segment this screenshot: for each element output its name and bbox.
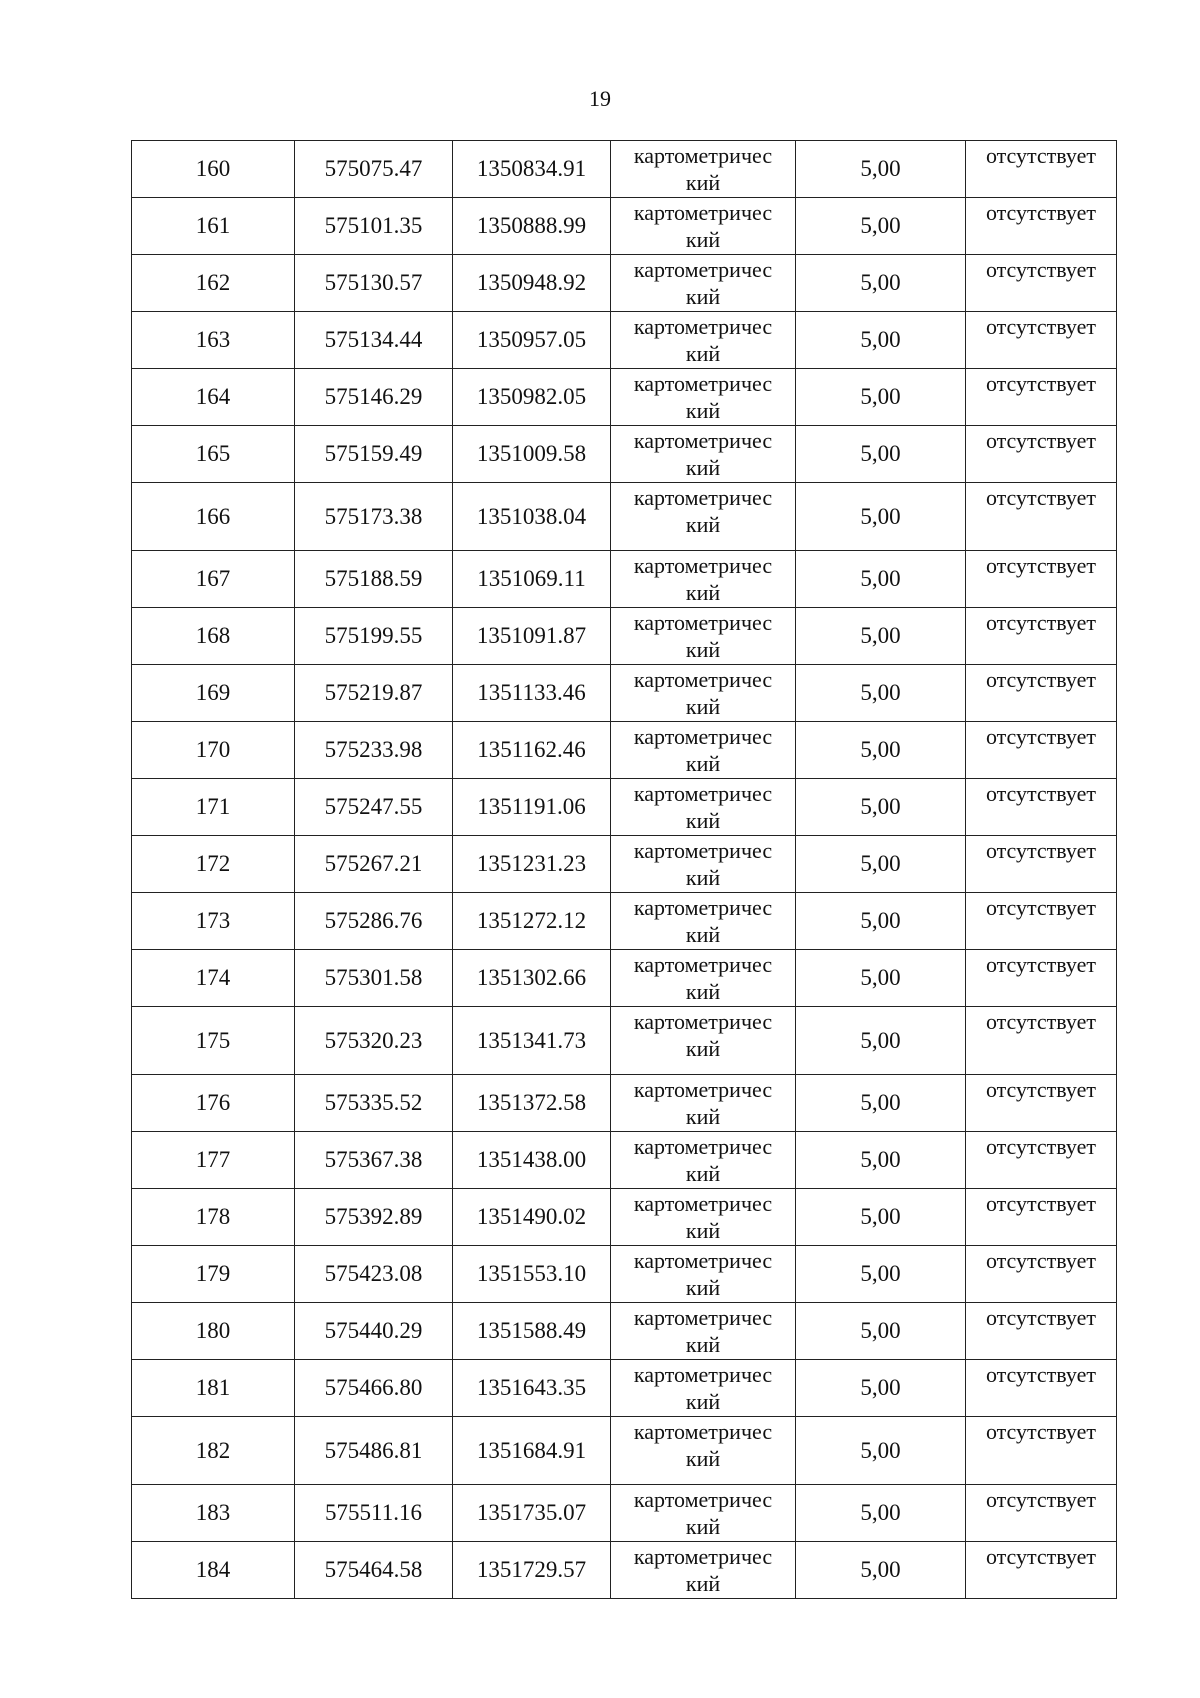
method-text-line2: кий <box>685 1571 721 1596</box>
status-cell: отсутствует <box>966 141 1117 198</box>
table-row <box>132 779 1117 836</box>
y-coordinate-cell: 1351735.07 <box>453 1485 611 1542</box>
method-cell <box>611 1485 796 1542</box>
status-cell: отсутствует <box>966 893 1117 950</box>
coordinates-table <box>131 140 1117 1599</box>
accuracy-cell: 5,00 <box>796 1485 966 1542</box>
point-number-cell: 174 <box>132 950 295 1007</box>
method-text-line1: картометричес <box>633 314 773 339</box>
accuracy-cell: 5,00 <box>796 198 966 255</box>
point-number-cell: 166 <box>132 483 295 551</box>
status-cell: отсутствует <box>966 1417 1117 1485</box>
y-coordinate-cell: 1350948.92 <box>453 255 611 312</box>
method-cell <box>611 893 796 950</box>
method-cell <box>611 1246 796 1303</box>
method-text-line2: кий <box>685 284 721 309</box>
method-cell <box>611 141 796 198</box>
table-row <box>132 1189 1117 1246</box>
method-cell <box>611 665 796 722</box>
method-text-line2: кий <box>685 455 721 480</box>
point-number-cell: 167 <box>132 551 295 608</box>
y-coordinate-cell: 1351038.04 <box>453 483 611 551</box>
table-row <box>132 1360 1117 1417</box>
point-number-cell: 165 <box>132 426 295 483</box>
method-text-line1: картометричес <box>633 667 773 692</box>
point-number-cell: 161 <box>132 198 295 255</box>
method-text-line1: картометричес <box>633 1248 773 1273</box>
table-row <box>132 1485 1117 1542</box>
y-coordinate-cell: 1351162.46 <box>453 722 611 779</box>
x-coordinate-cell: 575440.29 <box>295 1303 453 1360</box>
status-cell: отсутствует <box>966 369 1117 426</box>
accuracy-cell: 5,00 <box>796 1246 966 1303</box>
accuracy-cell: 5,00 <box>796 608 966 665</box>
table-row <box>132 608 1117 665</box>
x-coordinate-cell: 575335.52 <box>295 1075 453 1132</box>
method-text-line1: картометричес <box>633 952 773 977</box>
method-cell <box>611 608 796 665</box>
y-coordinate-cell: 1351438.00 <box>453 1132 611 1189</box>
point-number-cell: 184 <box>132 1542 295 1599</box>
y-coordinate-cell: 1350957.05 <box>453 312 611 369</box>
method-text-line1: картометричес <box>633 1544 773 1569</box>
method-text-line1: картометричес <box>633 485 773 510</box>
method-cell <box>611 1132 796 1189</box>
point-number-cell: 163 <box>132 312 295 369</box>
y-coordinate-cell: 1351372.58 <box>453 1075 611 1132</box>
status-cell: отсутствует <box>966 1007 1117 1075</box>
x-coordinate-cell: 575320.23 <box>295 1007 453 1075</box>
method-cell <box>611 551 796 608</box>
y-coordinate-cell: 1351643.35 <box>453 1360 611 1417</box>
accuracy-cell: 5,00 <box>796 141 966 198</box>
status-cell: отсутствует <box>966 426 1117 483</box>
x-coordinate-cell: 575101.35 <box>295 198 453 255</box>
status-cell: отсутствует <box>966 1360 1117 1417</box>
y-coordinate-cell: 1351341.73 <box>453 1007 611 1075</box>
method-cell <box>611 198 796 255</box>
method-text-line2: кий <box>685 227 721 252</box>
x-coordinate-cell: 575423.08 <box>295 1246 453 1303</box>
x-coordinate-cell: 575219.87 <box>295 665 453 722</box>
x-coordinate-cell: 575466.80 <box>295 1360 453 1417</box>
status-cell: отсутствует <box>966 950 1117 1007</box>
method-text-line2: кий <box>685 808 721 833</box>
accuracy-cell: 5,00 <box>796 1132 966 1189</box>
x-coordinate-cell: 575233.98 <box>295 722 453 779</box>
point-number-cell: 175 <box>132 1007 295 1075</box>
point-number-cell: 170 <box>132 722 295 779</box>
table-row <box>132 255 1117 312</box>
status-cell: отсутствует <box>966 722 1117 779</box>
accuracy-cell: 5,00 <box>796 483 966 551</box>
method-text-line1: картометричес <box>633 610 773 635</box>
y-coordinate-cell: 1351684.91 <box>453 1417 611 1485</box>
method-text-line1: картометричес <box>633 895 773 920</box>
accuracy-cell: 5,00 <box>796 1303 966 1360</box>
point-number-cell: 168 <box>132 608 295 665</box>
y-coordinate-cell: 1351553.10 <box>453 1246 611 1303</box>
x-coordinate-cell: 575486.81 <box>295 1417 453 1485</box>
y-coordinate-cell: 1350834.91 <box>453 141 611 198</box>
status-cell: отсутствует <box>966 1246 1117 1303</box>
point-number-cell: 164 <box>132 369 295 426</box>
table-row <box>132 483 1117 551</box>
method-text-line2: кий <box>685 1161 721 1186</box>
method-cell <box>611 722 796 779</box>
method-cell <box>611 1303 796 1360</box>
point-number-cell: 179 <box>132 1246 295 1303</box>
accuracy-cell: 5,00 <box>796 1542 966 1599</box>
method-text-line2: кий <box>685 1514 721 1539</box>
accuracy-cell: 5,00 <box>796 836 966 893</box>
status-cell: отсутствует <box>966 779 1117 836</box>
method-cell <box>611 1417 796 1485</box>
accuracy-cell: 5,00 <box>796 1417 966 1485</box>
x-coordinate-cell: 575301.58 <box>295 950 453 1007</box>
table-row <box>132 198 1117 255</box>
method-text-line1: картометричес <box>633 371 773 396</box>
x-coordinate-cell: 575286.76 <box>295 893 453 950</box>
table-row <box>132 369 1117 426</box>
x-coordinate-cell: 575146.29 <box>295 369 453 426</box>
method-cell <box>611 1075 796 1132</box>
status-cell: отсутствует <box>966 198 1117 255</box>
status-cell: отсутствует <box>966 312 1117 369</box>
status-cell: отсутствует <box>966 1485 1117 1542</box>
table-row <box>132 1246 1117 1303</box>
y-coordinate-cell: 1351191.06 <box>453 779 611 836</box>
method-text-line2: кий <box>685 1275 721 1300</box>
method-text-line1: картометричес <box>633 781 773 806</box>
x-coordinate-cell: 575247.55 <box>295 779 453 836</box>
method-text-line2: кий <box>685 922 721 947</box>
x-coordinate-cell: 575464.58 <box>295 1542 453 1599</box>
status-cell: отсутствует <box>966 1303 1117 1360</box>
table-row <box>132 722 1117 779</box>
table-row <box>132 1417 1117 1485</box>
accuracy-cell: 5,00 <box>796 893 966 950</box>
method-cell <box>611 483 796 551</box>
status-cell: отсутствует <box>966 1075 1117 1132</box>
table-row <box>132 1132 1117 1189</box>
status-cell: отсутствует <box>966 1542 1117 1599</box>
method-text-line2: кий <box>685 512 721 537</box>
method-text-line2: кий <box>685 637 721 662</box>
method-text-line2: кий <box>685 751 721 776</box>
method-text-line2: кий <box>685 865 721 890</box>
status-cell: отсутствует <box>966 483 1117 551</box>
point-number-cell: 181 <box>132 1360 295 1417</box>
table-row <box>132 1542 1117 1599</box>
point-number-cell: 169 <box>132 665 295 722</box>
accuracy-cell: 5,00 <box>796 1075 966 1132</box>
method-text-line2: кий <box>685 580 721 605</box>
y-coordinate-cell: 1351091.87 <box>453 608 611 665</box>
x-coordinate-cell: 575199.55 <box>295 608 453 665</box>
method-text-line2: кий <box>685 398 721 423</box>
method-text-line1: картометричес <box>633 1134 773 1159</box>
x-coordinate-cell: 575367.38 <box>295 1132 453 1189</box>
accuracy-cell: 5,00 <box>796 551 966 608</box>
status-cell: отсутствует <box>966 1132 1117 1189</box>
method-text-line1: картометричес <box>633 1305 773 1330</box>
point-number-cell: 172 <box>132 836 295 893</box>
method-text-line1: картометричес <box>633 428 773 453</box>
accuracy-cell: 5,00 <box>796 1360 966 1417</box>
point-number-cell: 183 <box>132 1485 295 1542</box>
method-cell <box>611 779 796 836</box>
method-cell <box>611 836 796 893</box>
method-text-line2: кий <box>685 341 721 366</box>
method-text-line2: кий <box>685 694 721 719</box>
point-number-cell: 160 <box>132 141 295 198</box>
accuracy-cell: 5,00 <box>796 779 966 836</box>
method-text-line2: кий <box>685 1104 721 1129</box>
method-text-line2: кий <box>685 1036 721 1061</box>
table-row <box>132 426 1117 483</box>
x-coordinate-cell: 575267.21 <box>295 836 453 893</box>
x-coordinate-cell: 575173.38 <box>295 483 453 551</box>
accuracy-cell: 5,00 <box>796 1007 966 1075</box>
status-cell: отсутствует <box>966 608 1117 665</box>
x-coordinate-cell: 575188.59 <box>295 551 453 608</box>
y-coordinate-cell: 1351009.58 <box>453 426 611 483</box>
accuracy-cell: 5,00 <box>796 312 966 369</box>
point-number-cell: 177 <box>132 1132 295 1189</box>
table-row <box>132 141 1117 198</box>
status-cell: отсутствует <box>966 551 1117 608</box>
table-row <box>132 1075 1117 1132</box>
accuracy-cell: 5,00 <box>796 1189 966 1246</box>
status-cell: отсутствует <box>966 255 1117 312</box>
method-text-line2: кий <box>685 1332 721 1357</box>
method-text-line1: картометричес <box>633 1077 773 1102</box>
method-text-line2: кий <box>685 1446 721 1471</box>
y-coordinate-cell: 1351272.12 <box>453 893 611 950</box>
x-coordinate-cell: 575392.89 <box>295 1189 453 1246</box>
point-number-cell: 162 <box>132 255 295 312</box>
y-coordinate-cell: 1351302.66 <box>453 950 611 1007</box>
method-cell <box>611 1189 796 1246</box>
method-text-line1: картометричес <box>633 1191 773 1216</box>
point-number-cell: 176 <box>132 1075 295 1132</box>
accuracy-cell: 5,00 <box>796 255 966 312</box>
point-number-cell: 182 <box>132 1417 295 1485</box>
y-coordinate-cell: 1351729.57 <box>453 1542 611 1599</box>
method-text-line2: кий <box>685 1218 721 1243</box>
method-text-line1: картометричес <box>633 724 773 749</box>
point-number-cell: 178 <box>132 1189 295 1246</box>
method-text-line1: картометричес <box>633 1362 773 1387</box>
table-row <box>132 665 1117 722</box>
method-cell <box>611 1007 796 1075</box>
point-number-cell: 173 <box>132 893 295 950</box>
method-cell <box>611 1542 796 1599</box>
status-cell: отсутствует <box>966 836 1117 893</box>
table-row <box>132 1007 1117 1075</box>
accuracy-cell: 5,00 <box>796 722 966 779</box>
method-text-line1: картометричес <box>633 143 773 168</box>
method-text-line2: кий <box>685 979 721 1004</box>
y-coordinate-cell: 1350888.99 <box>453 198 611 255</box>
method-text-line1: картометричес <box>633 838 773 863</box>
status-cell: отсутствует <box>966 1189 1117 1246</box>
y-coordinate-cell: 1351588.49 <box>453 1303 611 1360</box>
table-row <box>132 836 1117 893</box>
method-cell <box>611 426 796 483</box>
accuracy-cell: 5,00 <box>796 665 966 722</box>
x-coordinate-cell: 575511.16 <box>295 1485 453 1542</box>
x-coordinate-cell: 575159.49 <box>295 426 453 483</box>
page-number: 19 <box>589 86 611 111</box>
method-text-line2: кий <box>685 1389 721 1414</box>
table-row <box>132 312 1117 369</box>
point-number-cell: 171 <box>132 779 295 836</box>
method-text-line1: картометричес <box>633 257 773 282</box>
point-number-cell: 180 <box>132 1303 295 1360</box>
y-coordinate-cell: 1351133.46 <box>453 665 611 722</box>
method-cell <box>611 312 796 369</box>
coordinates-table-body <box>132 141 1117 1599</box>
accuracy-cell: 5,00 <box>796 369 966 426</box>
x-coordinate-cell: 575130.57 <box>295 255 453 312</box>
method-cell <box>611 369 796 426</box>
method-text-line1: картометричес <box>633 1419 773 1444</box>
status-cell: отсутствует <box>966 665 1117 722</box>
x-coordinate-cell: 575075.47 <box>295 141 453 198</box>
y-coordinate-cell: 1351231.23 <box>453 836 611 893</box>
method-text-line1: картометричес <box>633 200 773 225</box>
accuracy-cell: 5,00 <box>796 950 966 1007</box>
method-text-line1: картометричес <box>633 553 773 578</box>
table-row <box>132 1303 1117 1360</box>
method-cell <box>611 950 796 1007</box>
table-row <box>132 551 1117 608</box>
x-coordinate-cell: 575134.44 <box>295 312 453 369</box>
method-text-line1: картометричес <box>633 1487 773 1512</box>
y-coordinate-cell: 1351490.02 <box>453 1189 611 1246</box>
method-text-line1: картометричес <box>633 1009 773 1034</box>
method-cell <box>611 255 796 312</box>
y-coordinate-cell: 1351069.11 <box>453 551 611 608</box>
y-coordinate-cell: 1350982.05 <box>453 369 611 426</box>
accuracy-cell: 5,00 <box>796 426 966 483</box>
method-text-line2: кий <box>685 170 721 195</box>
method-cell <box>611 1360 796 1417</box>
table-row <box>132 893 1117 950</box>
table-row <box>132 950 1117 1007</box>
